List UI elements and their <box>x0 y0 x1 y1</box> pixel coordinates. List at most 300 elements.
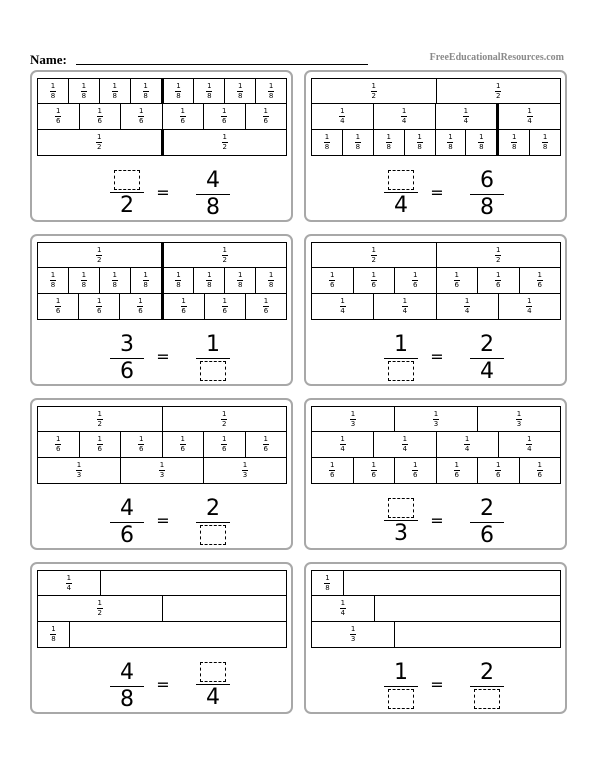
cell-denominator: 4 <box>527 117 532 125</box>
unit-fraction-cell <box>478 407 560 431</box>
cell-denominator: 6 <box>537 281 542 289</box>
cell-numerator: 1 <box>340 297 345 305</box>
fraction-card-7 <box>30 562 293 714</box>
cell-numerator: 1 <box>180 435 185 443</box>
cell-denominator: 6 <box>222 445 227 453</box>
cell-denominator: 8 <box>324 143 330 151</box>
cell-numerator: 1 <box>496 461 501 469</box>
fraction-bar-row <box>311 242 561 268</box>
cell-denominator: 6 <box>138 307 143 315</box>
unit-fraction-label <box>402 298 408 315</box>
answer-box-denominator[interactable] <box>474 689 500 709</box>
cell-denominator: 8 <box>112 281 117 289</box>
answer-box-denominator[interactable] <box>388 361 414 381</box>
unit-fraction-label <box>402 436 408 453</box>
unit-fraction-cell <box>163 432 205 457</box>
unit-fraction-label <box>542 134 548 151</box>
cell-numerator: 1 <box>325 573 330 582</box>
cell-numerator: 1 <box>340 599 346 607</box>
unit-fraction-cell <box>38 130 164 155</box>
unit-fraction-label <box>55 298 61 315</box>
unit-fraction-label <box>464 436 470 453</box>
cell-denominator: 6 <box>454 281 459 289</box>
unit-fraction-cell <box>343 130 374 155</box>
left-fraction <box>107 334 147 383</box>
unit-fraction-cell <box>374 104 436 129</box>
cell-numerator: 1 <box>268 271 274 279</box>
cell-numerator: 1 <box>112 271 117 279</box>
cell-numerator: 1 <box>181 297 186 305</box>
cell-numerator: 1 <box>237 271 243 279</box>
unit-fraction-label <box>329 462 335 479</box>
unit-fraction-cell <box>121 104 163 129</box>
cell-denominator: 6 <box>180 445 185 453</box>
unit-fraction-label <box>237 83 243 100</box>
unit-fraction-label <box>138 108 144 125</box>
fraction-bar-row <box>311 432 561 458</box>
left-fraction <box>381 170 421 217</box>
fraction-strip <box>37 406 287 484</box>
right-numerator: 2 <box>480 660 494 685</box>
cell-numerator: 1 <box>413 271 418 279</box>
cell-numerator: 1 <box>542 133 548 141</box>
unit-fraction-cell <box>100 79 131 103</box>
cell-denominator: 6 <box>222 307 227 315</box>
cell-numerator: 1 <box>97 599 102 607</box>
cell-numerator: 1 <box>76 461 82 469</box>
cell-numerator: 1 <box>268 81 274 90</box>
fraction-equation <box>306 170 565 220</box>
empty-bar-segment <box>344 571 560 595</box>
unit-fraction-cell <box>520 268 561 293</box>
unit-fraction-cell <box>520 458 561 483</box>
unit-fraction-cell <box>204 104 246 129</box>
cell-denominator: 6 <box>97 307 102 315</box>
cell-numerator: 1 <box>207 271 212 279</box>
cell-denominator: 2 <box>371 91 376 100</box>
cell-numerator: 1 <box>350 625 356 633</box>
left-fraction <box>107 662 147 711</box>
cell-numerator: 1 <box>81 271 87 279</box>
fraction-bar-row <box>37 294 287 320</box>
cell-numerator: 1 <box>222 297 227 305</box>
cell-denominator: 4 <box>464 445 470 453</box>
cell-denominator: 6 <box>263 445 268 453</box>
cell-numerator: 1 <box>222 435 227 443</box>
unit-fraction-label <box>495 83 501 100</box>
unit-fraction-label <box>222 134 228 151</box>
unit-fraction-label <box>433 411 439 428</box>
right-fraction <box>193 498 233 545</box>
unit-fraction-cell <box>38 104 80 129</box>
cell-numerator: 1 <box>401 107 407 115</box>
unit-fraction-label <box>478 134 484 151</box>
unit-fraction-cell <box>499 432 560 457</box>
unit-fraction-label <box>340 436 346 453</box>
cell-denominator: 8 <box>325 583 330 592</box>
cell-numerator: 1 <box>417 133 422 141</box>
fraction-card-3 <box>30 234 293 386</box>
left-numerator: 1 <box>394 332 408 357</box>
cell-denominator: 8 <box>207 91 212 100</box>
cell-denominator: 8 <box>176 281 181 289</box>
unit-fraction-label <box>180 436 186 453</box>
cell-denominator: 8 <box>143 281 148 289</box>
unit-fraction-cell <box>499 130 530 155</box>
cell-numerator: 1 <box>176 81 181 90</box>
right-fraction <box>467 498 507 547</box>
unit-fraction-cell <box>131 79 164 103</box>
cell-numerator: 1 <box>371 461 376 469</box>
unit-fraction-cell <box>312 622 395 647</box>
unit-fraction-cell <box>436 104 500 129</box>
right-numerator: 1 <box>206 332 220 357</box>
cell-denominator: 8 <box>268 91 274 100</box>
equals-sign: = <box>430 511 444 530</box>
right-denominator: 8 <box>480 195 494 220</box>
right-numerator: 2 <box>480 496 494 521</box>
unit-fraction-cell <box>374 294 436 319</box>
unit-fraction-label <box>350 626 356 643</box>
unit-fraction-cell <box>121 458 204 483</box>
unit-fraction-cell <box>80 432 122 457</box>
cell-denominator: 2 <box>222 255 227 264</box>
left-denominator: 6 <box>120 523 134 548</box>
unit-fraction-label <box>50 83 56 100</box>
fraction-bar-row <box>37 432 287 458</box>
unit-fraction-label <box>329 272 335 289</box>
fraction-bar-row <box>311 622 561 648</box>
unit-fraction-cell <box>312 104 374 129</box>
left-numerator: 3 <box>120 332 134 357</box>
cell-denominator: 6 <box>413 471 418 479</box>
cell-numerator: 1 <box>330 461 335 469</box>
cell-denominator: 4 <box>464 307 470 315</box>
equals-sign: = <box>156 511 170 530</box>
unit-fraction-label <box>222 298 228 315</box>
unit-fraction-cell <box>131 268 164 293</box>
unit-fraction-label <box>263 436 269 453</box>
unit-fraction-cell <box>204 432 246 457</box>
unit-fraction-label <box>454 462 460 479</box>
cell-numerator: 1 <box>56 435 61 443</box>
right-fraction <box>193 662 233 709</box>
unit-fraction-label <box>138 436 144 453</box>
cell-numerator: 1 <box>464 435 470 443</box>
fraction-bar-row <box>311 268 561 294</box>
cell-numerator: 1 <box>433 409 439 418</box>
right-denominator: 4 <box>206 685 220 710</box>
cell-numerator: 1 <box>51 625 56 633</box>
fraction-bar <box>196 522 230 523</box>
unit-fraction-cell <box>437 458 479 483</box>
unit-fraction-label <box>537 462 543 479</box>
unit-fraction-label <box>242 462 248 479</box>
cell-denominator: 8 <box>81 91 87 100</box>
left-numerator: 1 <box>394 660 408 685</box>
unit-fraction-cell <box>499 104 560 129</box>
cell-numerator: 1 <box>97 435 102 443</box>
unit-fraction-label <box>412 272 418 289</box>
unit-fraction-label <box>96 134 102 151</box>
unit-fraction-label <box>221 436 227 453</box>
cell-denominator: 6 <box>454 471 459 479</box>
cell-denominator: 6 <box>263 307 269 315</box>
cell-numerator: 1 <box>413 461 418 469</box>
unit-fraction-cell <box>312 432 374 457</box>
unit-fraction-cell <box>374 130 405 155</box>
empty-bar-segment <box>101 571 286 595</box>
cell-denominator: 8 <box>237 91 243 100</box>
cell-denominator: 6 <box>263 117 268 125</box>
cell-denominator: 4 <box>340 307 345 315</box>
fraction-equation <box>306 662 565 712</box>
unit-fraction-cell <box>163 407 287 431</box>
cell-numerator: 1 <box>176 271 181 279</box>
cell-numerator: 1 <box>355 133 361 141</box>
unit-fraction-label <box>206 83 212 100</box>
answer-box-numerator[interactable] <box>200 662 226 682</box>
unit-fraction-cell <box>164 130 287 155</box>
fraction-card-8 <box>304 562 567 714</box>
cell-denominator: 3 <box>242 471 248 479</box>
answer-box-denominator[interactable] <box>200 525 226 545</box>
unit-fraction-cell <box>405 130 436 155</box>
unit-fraction-label <box>371 462 377 479</box>
empty-bar-segment <box>395 622 560 647</box>
cell-numerator: 1 <box>496 245 501 254</box>
equals-sign: = <box>156 675 170 694</box>
answer-box-numerator[interactable] <box>114 170 140 190</box>
cell-numerator: 1 <box>448 133 453 141</box>
unit-fraction-cell <box>80 104 122 129</box>
empty-bar-segment <box>163 596 287 621</box>
right-numerator: 4 <box>206 168 220 193</box>
cell-denominator: 8 <box>386 143 391 151</box>
cell-denominator: 8 <box>207 281 212 289</box>
cell-denominator: 4 <box>340 609 346 617</box>
cell-numerator: 1 <box>330 271 335 279</box>
unit-fraction-label <box>50 272 56 289</box>
cell-numerator: 1 <box>222 409 227 418</box>
unit-fraction-label <box>526 298 532 315</box>
unit-fraction-cell <box>395 458 437 483</box>
answer-box-denominator[interactable] <box>200 361 226 381</box>
fraction-bar <box>196 358 230 359</box>
cell-denominator: 2 <box>496 91 501 100</box>
equals-sign: = <box>430 183 444 202</box>
cell-numerator: 1 <box>496 271 501 279</box>
cell-denominator: 8 <box>355 143 361 151</box>
cell-numerator: 1 <box>537 271 542 279</box>
cell-denominator: 4 <box>527 307 532 315</box>
cell-numerator: 1 <box>66 573 72 582</box>
unit-fraction-label <box>371 272 377 289</box>
fraction-bar-row <box>311 570 561 596</box>
left-numerator: 4 <box>120 660 134 685</box>
cell-denominator: 2 <box>97 255 102 264</box>
cell-denominator: 3 <box>350 635 356 643</box>
unit-fraction-cell <box>499 294 560 319</box>
unit-fraction-cell <box>437 79 561 103</box>
fraction-equation <box>32 498 291 548</box>
cell-denominator: 8 <box>112 91 117 100</box>
cell-numerator: 1 <box>537 461 542 469</box>
fraction-strip <box>311 406 561 484</box>
fraction-bar-row <box>311 458 561 484</box>
cell-numerator: 1 <box>180 107 185 115</box>
unit-fraction-cell <box>120 294 163 319</box>
cell-denominator: 4 <box>402 445 408 453</box>
fraction-strip <box>311 78 561 156</box>
unit-fraction-label <box>112 272 118 289</box>
unit-fraction-label <box>96 247 102 264</box>
cell-numerator: 1 <box>139 435 144 443</box>
name-field[interactable] <box>76 64 368 65</box>
cell-denominator: 8 <box>268 281 274 289</box>
empty-bar-segment <box>70 622 286 647</box>
cell-denominator: 6 <box>139 445 144 453</box>
unit-fraction-label <box>324 575 330 592</box>
left-denominator: 4 <box>394 193 408 218</box>
cell-denominator: 6 <box>97 117 102 125</box>
unit-fraction-cell <box>194 79 225 103</box>
unit-fraction-label <box>339 108 345 125</box>
fraction-card-1 <box>30 70 293 222</box>
cell-denominator: 6 <box>56 445 61 453</box>
cell-numerator: 1 <box>263 107 268 115</box>
unit-fraction-cell <box>69 268 100 293</box>
cell-denominator: 8 <box>51 635 56 643</box>
unit-fraction-label <box>340 600 346 617</box>
cell-numerator: 1 <box>340 107 345 115</box>
unit-fraction-cell <box>312 571 344 595</box>
cell-numerator: 1 <box>207 81 212 90</box>
fraction-bar-row <box>311 294 561 320</box>
cell-numerator: 1 <box>402 297 408 305</box>
fraction-bar-row <box>37 242 287 268</box>
unit-fraction-label <box>447 134 453 151</box>
cell-denominator: 6 <box>222 117 227 125</box>
unit-fraction-label <box>526 436 532 453</box>
unit-fraction-cell <box>164 79 195 103</box>
unit-fraction-label <box>355 134 361 151</box>
fraction-bar-row <box>37 406 287 432</box>
cell-numerator: 1 <box>527 107 532 115</box>
unit-fraction-cell <box>395 407 478 431</box>
cell-denominator: 8 <box>511 143 517 151</box>
cell-denominator: 6 <box>55 307 61 315</box>
unit-fraction-label <box>55 108 61 125</box>
unit-fraction-cell <box>79 294 120 319</box>
unit-fraction-cell <box>38 622 70 647</box>
cell-denominator: 3 <box>159 471 165 479</box>
unit-fraction-cell <box>312 130 343 155</box>
unit-fraction-cell <box>246 294 286 319</box>
cell-numerator: 1 <box>263 435 268 443</box>
cell-denominator: 3 <box>516 419 522 428</box>
unit-fraction-cell <box>38 294 79 319</box>
unit-fraction-label <box>268 272 274 289</box>
unit-fraction-label <box>175 83 181 100</box>
answer-box-numerator[interactable] <box>388 498 414 518</box>
cell-denominator: 6 <box>371 471 376 479</box>
cell-numerator: 1 <box>112 81 117 90</box>
unit-fraction-cell <box>478 268 520 293</box>
unit-fraction-label <box>340 298 346 315</box>
unit-fraction-label <box>527 108 533 125</box>
unit-fraction-cell <box>100 268 131 293</box>
cell-denominator: 4 <box>66 583 72 592</box>
cell-numerator: 1 <box>97 409 102 418</box>
fraction-card-5 <box>30 398 293 550</box>
right-fraction <box>467 662 507 709</box>
cell-denominator: 8 <box>143 91 148 100</box>
cell-numerator: 1 <box>371 271 376 279</box>
unit-fraction-cell <box>436 130 467 155</box>
cell-denominator: 6 <box>496 281 501 289</box>
unit-fraction-label <box>221 108 227 125</box>
cell-numerator: 1 <box>138 297 143 305</box>
fraction-equation <box>32 662 291 712</box>
site-credit: FreeEducationalResources.com <box>429 52 564 63</box>
equals-sign: = <box>156 183 170 202</box>
cell-denominator: 3 <box>350 419 356 428</box>
unit-fraction-cell <box>395 268 437 293</box>
cell-numerator: 1 <box>143 271 148 279</box>
unit-fraction-cell <box>246 104 287 129</box>
unit-fraction-cell <box>164 243 287 267</box>
cell-denominator: 4 <box>401 117 407 125</box>
cell-denominator: 3 <box>433 419 439 428</box>
unit-fraction-label <box>137 298 143 315</box>
right-denominator: 4 <box>480 359 494 384</box>
unit-fraction-cell <box>466 130 499 155</box>
left-fraction <box>381 334 421 381</box>
unit-fraction-cell <box>38 268 69 293</box>
cell-numerator: 1 <box>402 435 408 443</box>
cell-denominator: 4 <box>340 117 345 125</box>
unit-fraction-label <box>237 272 243 289</box>
unit-fraction-cell <box>312 458 354 483</box>
cell-numerator: 1 <box>56 107 61 115</box>
unit-fraction-label <box>263 108 269 125</box>
cell-numerator: 1 <box>496 81 501 90</box>
unit-fraction-cell <box>38 432 80 457</box>
unit-fraction-label <box>180 108 186 125</box>
fraction-strip <box>37 242 287 320</box>
unit-fraction-label <box>97 108 103 125</box>
cell-numerator: 1 <box>222 107 227 115</box>
cell-denominator: 8 <box>50 281 56 289</box>
answer-box-denominator[interactable] <box>388 689 414 709</box>
unit-fraction-label <box>222 247 228 264</box>
cell-numerator: 1 <box>97 107 102 115</box>
unit-fraction-label <box>463 108 469 125</box>
answer-box-numerator[interactable] <box>388 170 414 190</box>
fraction-equation <box>32 170 291 220</box>
unit-fraction-label <box>401 108 407 125</box>
fraction-bar-row <box>311 596 561 622</box>
cell-denominator: 2 <box>371 255 376 264</box>
left-denominator: 3 <box>394 521 408 546</box>
cell-denominator: 6 <box>371 281 376 289</box>
fraction-bar-row <box>37 268 287 294</box>
cell-denominator: 2 <box>97 609 102 617</box>
unit-fraction-cell <box>164 294 205 319</box>
cell-numerator: 1 <box>97 297 102 305</box>
cell-numerator: 1 <box>143 81 148 90</box>
